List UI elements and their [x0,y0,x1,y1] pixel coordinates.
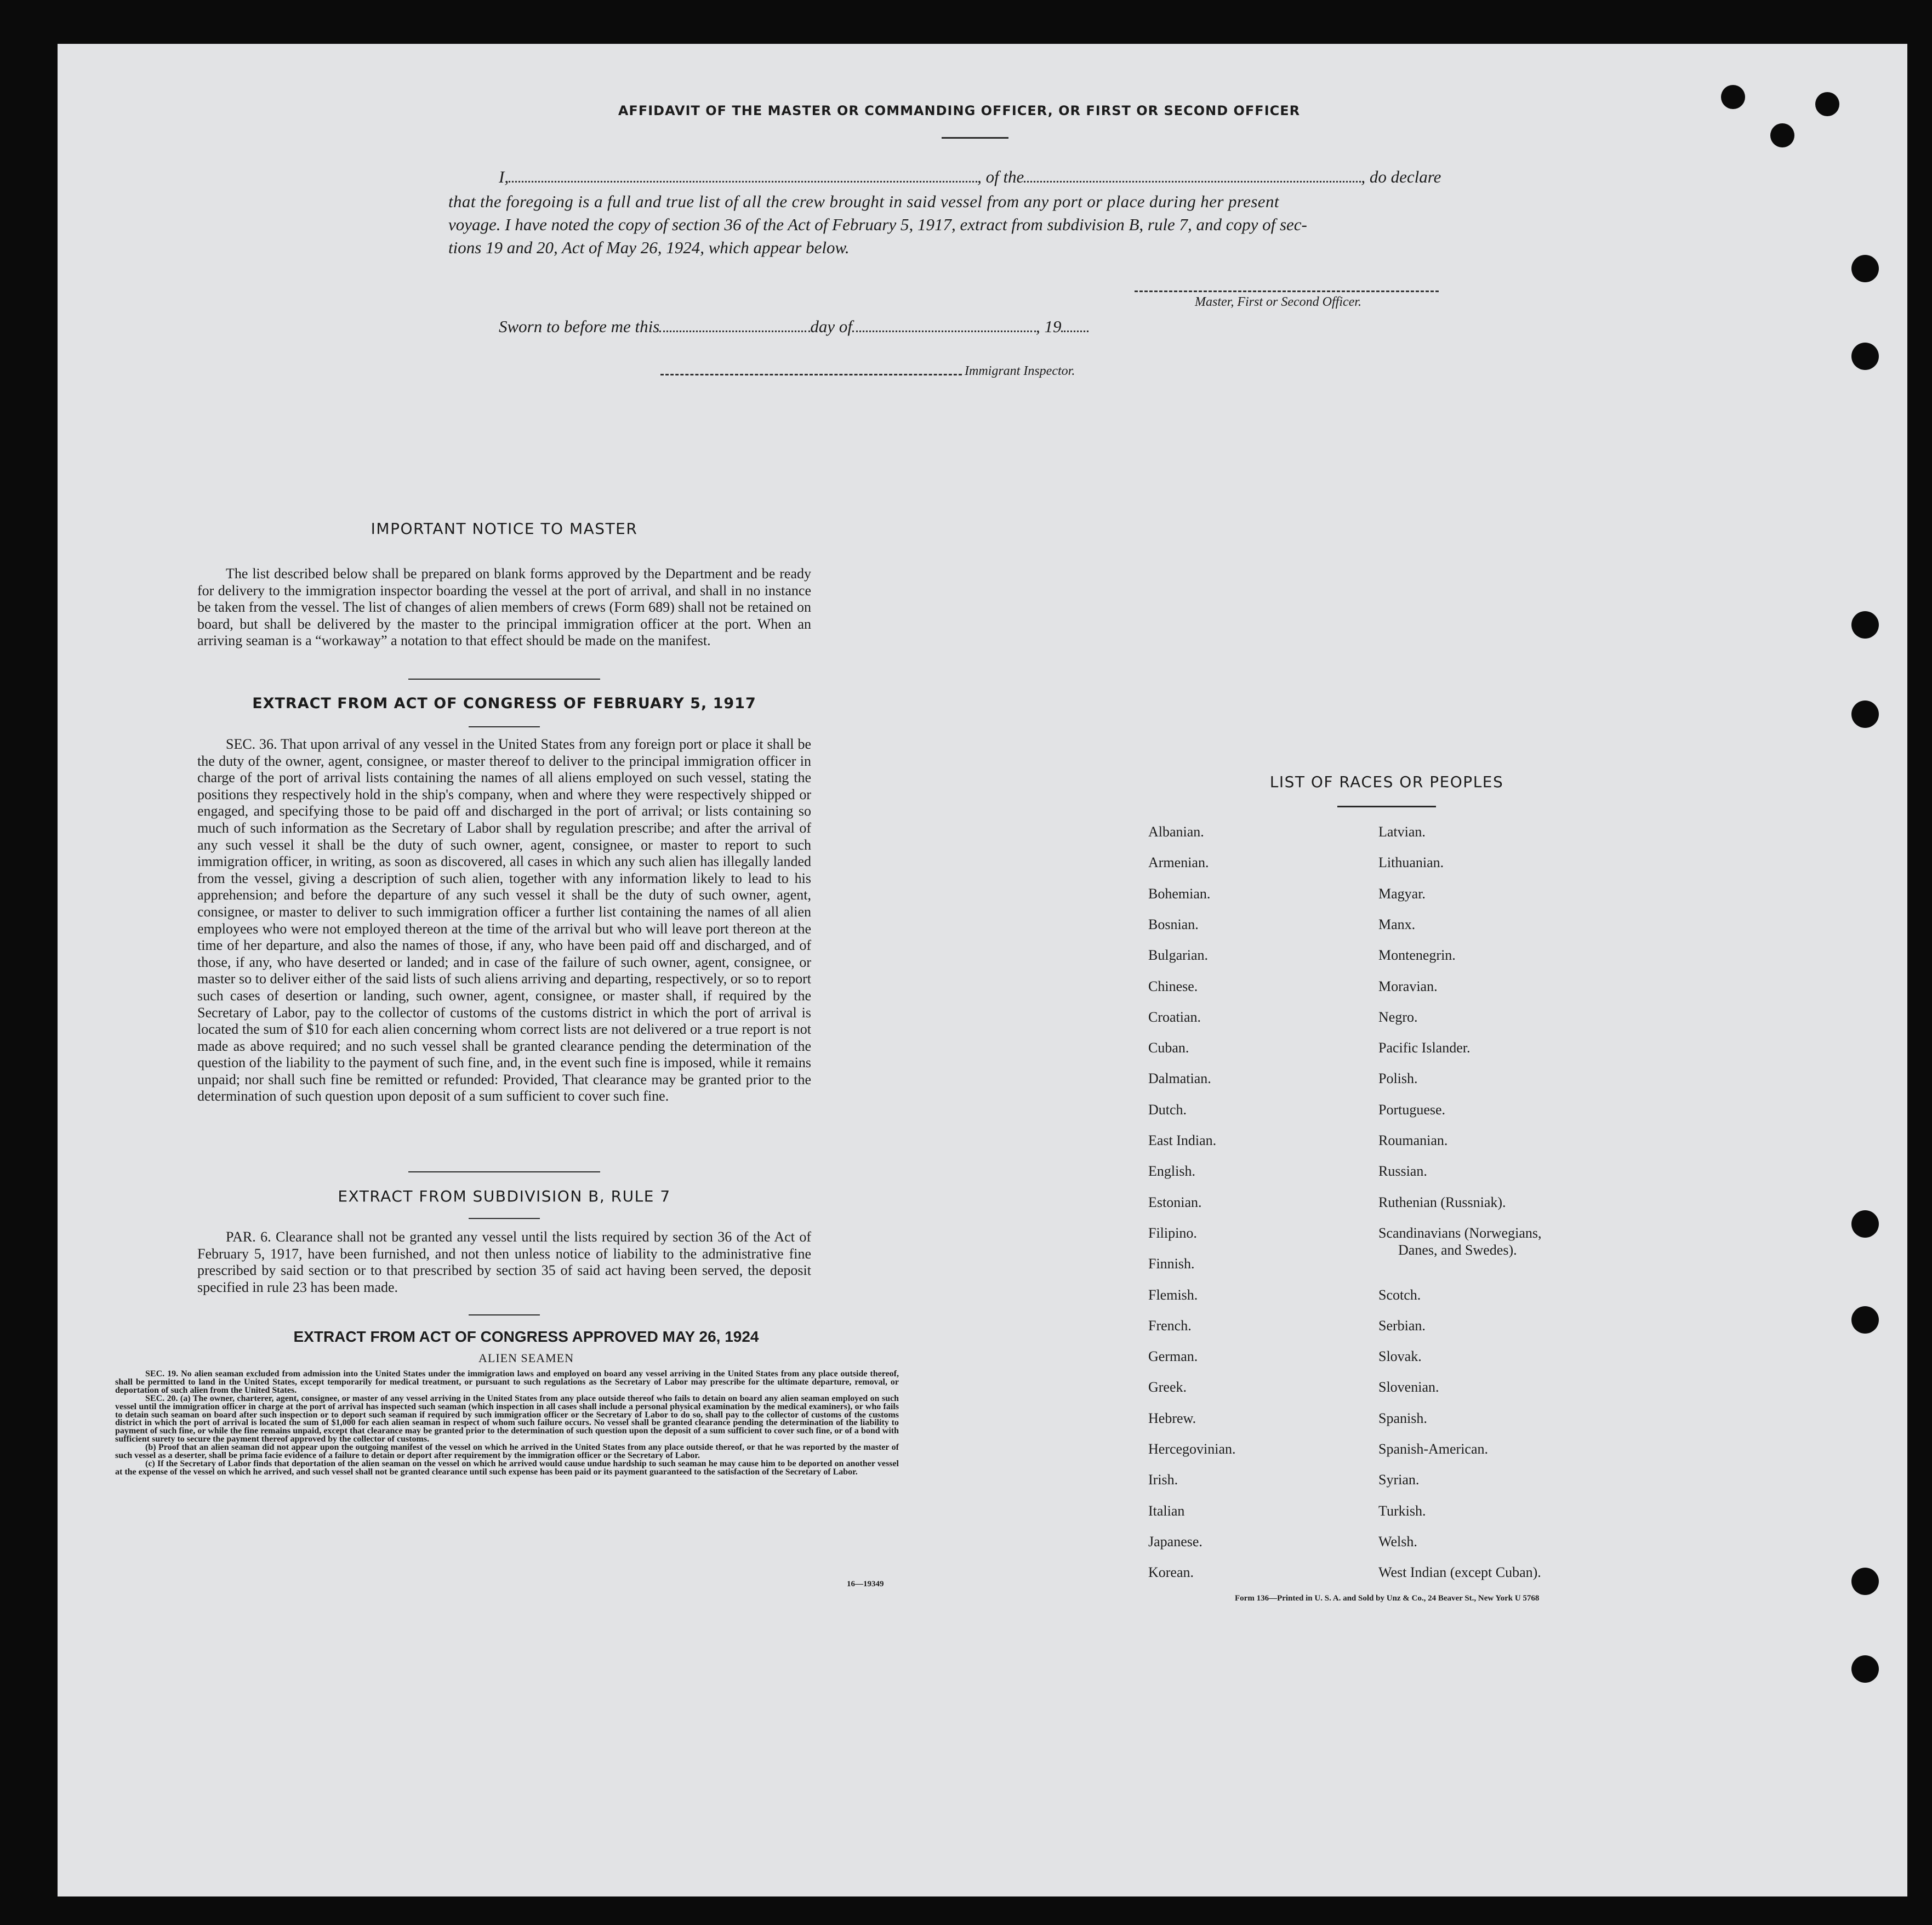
race-item: Serbian. [1378,1317,1426,1334]
race-item: Chinese. [1148,978,1198,994]
race-item: Croatian. [1148,1009,1201,1025]
race-item: Finnish. [1148,1256,1195,1272]
punch-hole [1851,1306,1879,1334]
punch-hole [1851,1655,1879,1683]
race-item: Hercegovinian. [1148,1441,1236,1457]
race-item: French. [1148,1317,1192,1334]
punch-hole [1851,255,1879,282]
affidavit-line-1: I, , of the , do declare [499,167,1441,186]
race-item: Spanish-American. [1378,1441,1489,1457]
inspector-signature-line [660,374,962,375]
race-item: Scotch. [1378,1286,1421,1303]
race-item: Armenian. [1148,855,1209,871]
divider [408,1171,600,1172]
race-item: Albanian. [1148,824,1204,840]
sec-19-20-text: SEC. 19. No alien seaman excluded from admission into the United States under the immigration laws and employed on board any vessel arriving in the United States from any place outside thereof, shall be permitted to land in the United States, except temporarily for medical treatment, or pursuant to such regulations as the Secretary of Labor may prescribe for the ultimate departure, removal, or deportation of such alien from the United States. SEC. 20. (a) The owner, charterer, agent, consignee, or master of any vessel arriving in the United States from any place outside thereof who fails to detain on board any alien seaman employed on such vessel until the immigration officer in charge at the port of arrival has inspected such seaman (which inspection in all cases shall include a personal physical examination by the medical examiners), or who fails to detain such seaman on board after such inspection or to deport such seaman if required by such immigration officer or the Secretary of Labor to do so, shall pay to the collector of customs of the customs district in which the port of arrival is located the sum of $1,000 for each alien seaman in respect of whom such failure occurs. No vessel shall be granted clearance pending the determination of the liability to payment of such fine, or while the fine remains unpaid, except that clearance may be granted prior to the determination of such question upon the deposit of a sum sufficient to cover such fine, or of a bond with sufficient surety to secure the payment thereof approved by the collector of customs. (b) Proof that an alien seaman did not appear upon the outgoing manifest of the vessel on which he arrived in the United States from any place outside thereof, or that he was reported by the master of such vessel as a deserter, shall be prima facie evidence of a failure to detain or deport after requirement by the immigration officer or the Secretary of Labor. (c) If the Secretary of Labor finds that deportation of the alien seaman on the vessel on which he arrived would cause undue hardship to such seaman he may cause him to be deported on another vessel at the expense of the vessel on which he arrived, and such vessel shall not be granted clearance until such expense has been paid or its payment guaranteed to the satisfaction of the Secretary of Labor. [115,1369,899,1477]
race-item: Hebrew. [1148,1410,1196,1426]
race-item: Pacific Islander. [1378,1040,1471,1056]
par-6-text: PAR. 6. Clearance shall not be granted any vessel until the lists required by section 36 of the Act of February 5, 1917, have been furnished, and not then unless notice of liability to the administrative fine prescribed by said section or to that prescribed by section 35 of said act having been served, the deposit specified in rule 23 has been made. [197,1229,811,1295]
race-item: Syrian. [1378,1472,1420,1488]
race-item: Danes, and Swedes). [1398,1241,1517,1258]
affidavit-line-4: tions 19 and 20, Act of May 26, 1924, which appear below. [448,238,850,257]
notice-heading: IMPORTANT NOTICE TO MASTER [371,520,638,538]
race-item: Bulgarian. [1148,947,1209,964]
extract-1917-heading: EXTRACT FROM ACT OF CONGRESS OF FEBRUARY 5, 1917 [252,695,756,712]
master-caption: Master, First or Second Officer. [1195,295,1361,309]
race-item: Portuguese. [1378,1101,1446,1118]
sec-36-text: SEC. 36. That upon arrival of any vessel in the United States from any foreign port or place it shall be the duty of the owner, agent, consignee, or master thereof to deliver to the principal immigration officer in charge of the port of arrival lists containing the names of all aliens employed on such vessel, stating the positions they respectively hold in the ship's company, when and where they were respectively shipped or engaged, and specifying those to be paid off and discharged in the port of arrival; or lists containing so much of such information as the Secretary of Labor shall by regulation prescribe; and after the arrival of any such vessel it shall be the duty of such owner, agent, consignee, or master to report to such immigration officer, in writing, as soon as discovered, all cases in which any such alien has illegally landed from the vessel, giving a description of such alien, together with any information likely to lead to his apprehension; and before the departure of any such vessel it shall be the duty of such owner, agent, consignee, or master to deliver to such immigration officer a further list containing the names of all alien employees who were not employed thereon at the time of the arrival but who will leave port thereon at the time of her departure, and also the names of those, if any, who have been paid off and discharged, and of those, if any, who have deserted or landed; and in case of the failure of such owner, agent, consignee, or master so to deliver either of the said lists of such aliens arriving and departing, respectively, or so to report such cases of desertion or landing, such owner, agent, consignee, or master shall, if required by the Secretary of Labor, pay to the collector of customs of the customs district in which the port of arrival is located the sum of $10 for each alien concerning whom correct lists are not delivered or a true report is not made as above required; and no such vessel shall be granted clearance pending the determination of the question of the liability to the payment of such fine, and, in the event such fine is imposed, while it remains unpaid; nor shall such fine be remitted or refunded: Provided, That clearance may be granted prior to the determination of such question upon deposit of a sum sufficient to cover such fine. [197,736,811,1104]
extract-1924-heading: EXTRACT FROM ACT OF CONGRESS APPROVED MAY 26, 1924 [293,1328,759,1345]
race-item: Irish. [1148,1472,1178,1488]
print-code: 16—19349 [847,1580,884,1588]
race-item: Dalmatian. [1148,1070,1211,1087]
race-item: Russian. [1378,1163,1427,1180]
punch-hole [1851,1210,1879,1238]
form-note: Form 136—Printed in U. S. A. and Sold by Unz & Co., 24 Beaver St., New York U 5768 [1235,1594,1540,1603]
races-heading: LIST OF RACES OR PEOPLES [1269,773,1504,791]
race-item: Montenegrin. [1378,947,1456,964]
divider [469,726,540,727]
race-item: Welsh. [1378,1533,1417,1550]
race-item: English. [1148,1163,1195,1180]
race-item: Bosnian. [1148,916,1199,932]
sworn-line: Sworn to before me this day of , 19 [499,317,1088,337]
divider [469,1218,540,1219]
race-item: Cuban. [1148,1040,1189,1056]
race-item: Greek. [1148,1379,1187,1396]
punch-hole [1851,343,1879,370]
race-item: Moravian. [1378,978,1438,994]
punch-hole [1815,92,1839,116]
race-item: Korean. [1148,1564,1194,1581]
divider [1337,806,1436,807]
divider [469,1314,540,1315]
divider [942,137,1008,139]
race-item: Dutch. [1148,1101,1187,1118]
punch-hole [1851,700,1879,728]
race-item: Turkish. [1378,1502,1426,1519]
race-item: Bohemian. [1148,885,1211,902]
affidavit-line-3: voyage. I have noted the copy of section 36 of the Act of February 5, 1917, extract from subdivision B, rule 7, and copy of sec- [448,215,1307,234]
race-item: Negro. [1378,1009,1418,1025]
race-item: East Indian. [1148,1132,1217,1148]
races-right-column [1378,824,1652,1591]
alien-seamen-subheading: ALIEN SEAMEN [478,1351,574,1365]
punch-hole [1851,611,1879,639]
affidavit-line-2: that the foregoing is a full and true list of all the crew brought in said vessel from any port or place during her present [448,192,1279,211]
race-item: Polish. [1378,1070,1418,1087]
master-signature-line [1135,291,1439,292]
race-item: Flemish. [1148,1286,1198,1303]
race-item: Ruthenian (Russniak). [1378,1194,1506,1210]
race-item: Manx. [1378,916,1416,932]
affidavit-heading: AFFIDAVIT OF THE MASTER OR COMMANDING OFFICER, OR FIRST OR SECOND OFFICER [618,103,1301,118]
race-item: Latvian. [1378,824,1426,840]
race-item: Estonian. [1148,1194,1202,1210]
inspector-caption: Immigrant Inspector. [965,364,1075,378]
race-item: Italian [1148,1502,1185,1519]
race-item: Slovak. [1378,1348,1422,1365]
punch-hole [1770,123,1794,147]
race-item: Scandinavians (Norwegians, [1378,1225,1542,1241]
notice-text: The list described below shall be prepared on blank forms approved by the Department and be ready for delivery to the immigration inspector boarding the vessel at the port of arrival, and shall in no instance be taken from the vessel. The list of changes of alien members of crews (Form 689) shall not be retained on board, but shall be delivered by the master to the principal immigration officer at the port. When an arriving seaman is a “workaway” a notation to that effect should be made on the manifest. [197,566,811,649]
race-item: Lithuanian. [1378,855,1444,871]
race-item: West Indian (except Cuban). [1378,1564,1541,1581]
races-left-column [1148,824,1346,1591]
race-item: Roumanian. [1378,1132,1448,1148]
rule7-heading: EXTRACT FROM SUBDIVISION B, RULE 7 [338,1187,671,1205]
race-item: Spanish. [1378,1410,1427,1426]
punch-hole [1851,1568,1879,1595]
race-item: Japanese. [1148,1533,1202,1550]
race-item: Magyar. [1378,885,1426,902]
race-item: German. [1148,1348,1198,1365]
punch-hole [1721,85,1745,109]
divider [408,679,600,680]
race-item: Slovenian. [1378,1379,1439,1396]
race-item: Filipino. [1148,1225,1197,1241]
